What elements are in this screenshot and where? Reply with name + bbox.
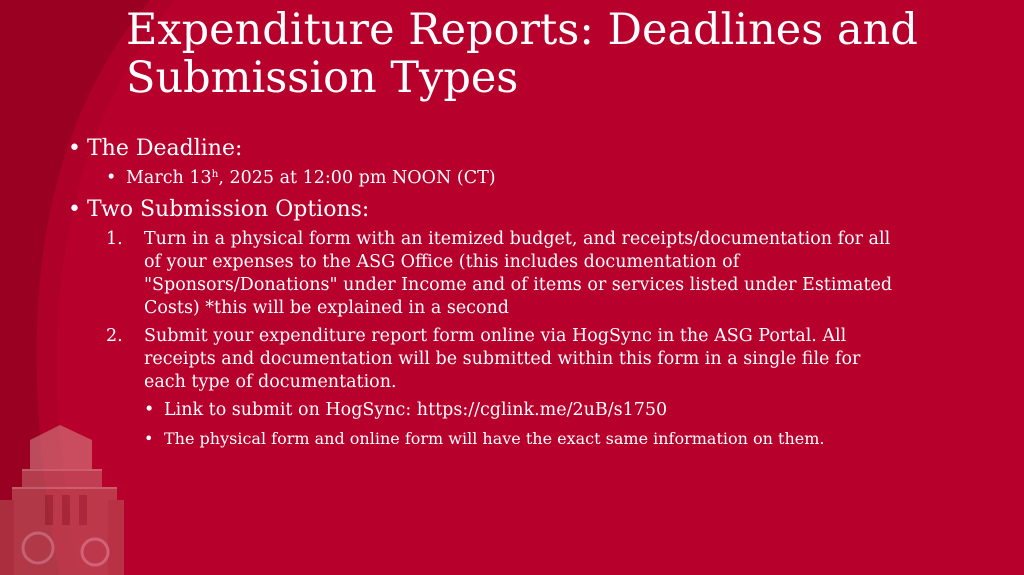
option-2-line: Submit your expenditure report form online via HogSync in the ASG Portal. All — [144, 326, 847, 346]
bullet: • — [68, 197, 81, 222]
option-2-line: each type of documentation. — [144, 372, 397, 392]
option-number: 1. — [106, 229, 123, 249]
option-1-line: "Sponsors/Donations" under Income and of items or services listed under Estimated — [144, 275, 893, 295]
same-information-note: The physical form and online form will have the exact same information on them. — [164, 429, 825, 448]
sub-bullet: • — [144, 400, 155, 420]
sub-bullet: • — [144, 429, 154, 448]
deadline-date-prefix: March 13 — [126, 168, 212, 188]
options-heading: Two Submission Options: — [87, 197, 370, 222]
deadline-date — [126, 168, 496, 188]
slide-title: Expenditure Reports: Deadlines and Submission Types — [126, 5, 918, 103]
hogsync-link-text[interactable]: Link to submit on HogSync: https://cglink.me/2uB/s1750 — [164, 400, 668, 420]
option-1-line: Turn in a physical form with an itemized budget, and receipts/documentation for all — [144, 229, 891, 249]
deadline-date-suffix: , 2025 at 12:00 pm NOON (CT) — [218, 168, 496, 188]
option-1-line: Costs) *this will be explained in a second — [144, 298, 509, 318]
option-1-line: of your expenses to the ASG Office (this includes documentation of — [144, 252, 740, 272]
deadline-date-superscript: h — [211, 168, 219, 181]
deadline-heading: The Deadline: — [87, 136, 243, 161]
sub-bullet: • — [106, 168, 117, 188]
bullet: • — [68, 136, 81, 161]
option-number: 2. — [106, 326, 123, 346]
option-2-line: receipts and documentation will be submitted within this form in a single file for — [144, 349, 861, 369]
